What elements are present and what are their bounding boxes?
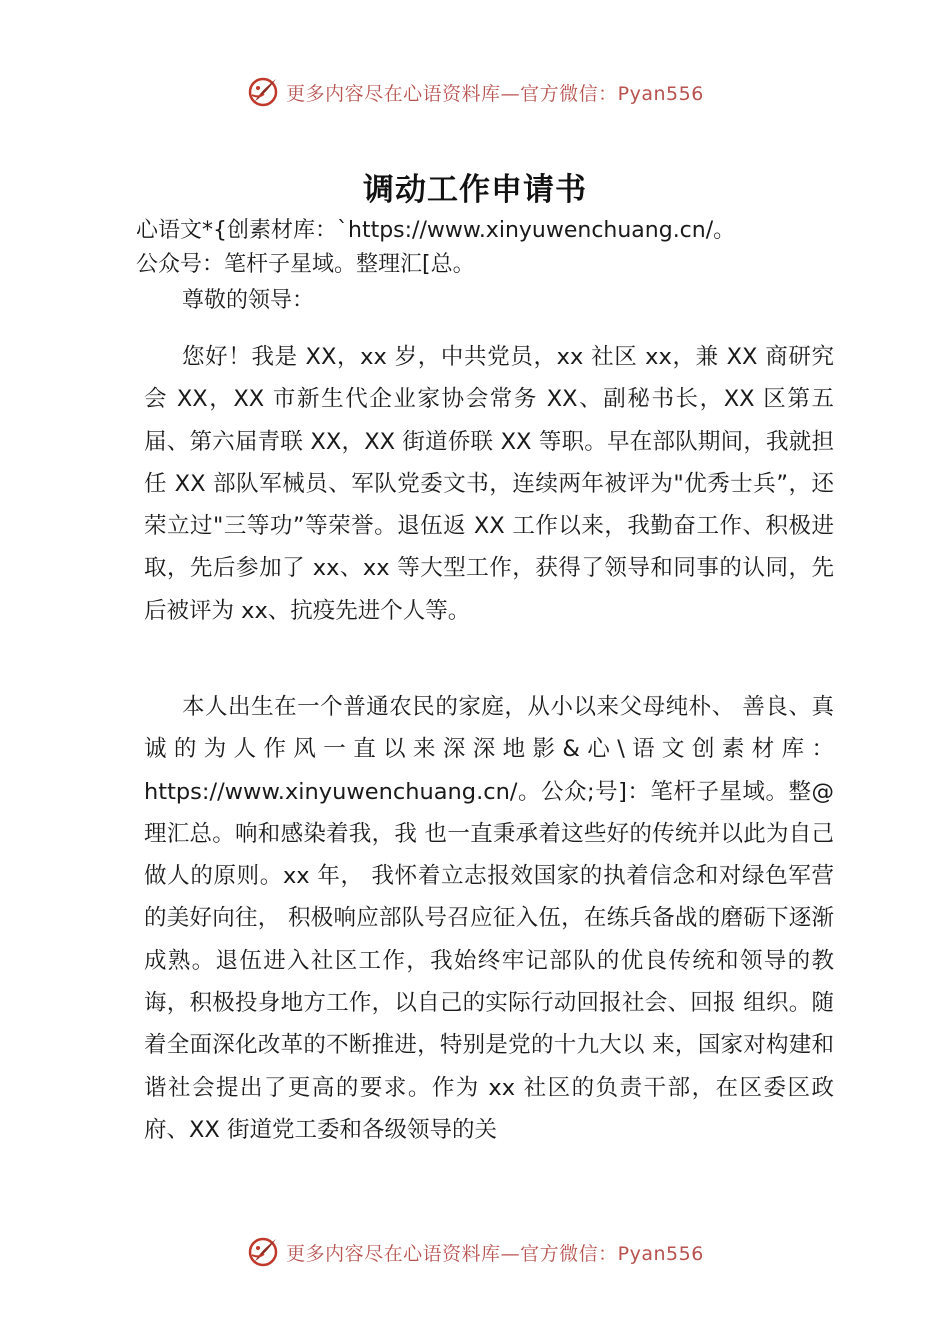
banner-text: [286, 1239, 704, 1266]
greeting: 尊敬的领导：: [182, 288, 315, 313]
body-paragraph-2: 本人出生在一个普通农民的家庭，从小以来父母纯朴、 善良、真诚的为人作风一直以来深深地影&心\语文创素材库：https://www.xinyuwenchuang.cn/。公众;号]：笔杆子星域。整@理汇总。响和感染着我，我 也一直秉承着这些好的传统并以此为自己做人的原则。xx 年， 我怀着立志报效国家的执着信念和对绿色军营的美好向往， 积极响应部队号召应征入伍，在练兵备战的磨砺下逐渐成熟。退伍进入社区工作，我始终牢记部队的优良传统和领导的教 诲，积极投身地方工作，以自己的实际行动回报社会、回报 组织。随着全面深化改革的不断推进，特别是党的十九大以 来，国家对构建和谐社会提出了更高的要求。作为 xx 社区的负责干部，在区委区政府、XX 街道党工委和各级领导的关: [144, 694, 834, 1143]
document-title: 调动工作申请书: [363, 172, 587, 208]
banner-wechat-id: Pyan556: [617, 82, 704, 105]
banner-label: 更多内容尽在心语资料库—官方微信：: [286, 1242, 618, 1265]
banner-text: [286, 79, 704, 106]
header-watermark-banner: [0, 72, 950, 112]
quill-logo-icon: [246, 75, 280, 109]
intro-line-1: 心语文*{创素材库：`https://www.xinyuwenchuang.cn/。: [136, 218, 736, 243]
banner-wechat-id: Pyan556: [617, 1242, 704, 1265]
banner-label: 更多内容尽在心语资料库—官方微信：: [286, 82, 618, 105]
intro-line-2: 公众号：笔杆子星域。整理汇[总。: [136, 252, 475, 277]
quill-logo-icon: [246, 1235, 280, 1269]
footer-watermark-banner: [0, 1232, 950, 1272]
body-paragraph-1: 您好！我是 XX，xx 岁，中共党员，xx 社区 xx，兼 XX 商研究会 XX，XX 市新生代企业家协会常务 XX、副秘书长，XX 区第五届、第六届青联 XX，XX 街道侨联 XX 等职。早在部队期间，我就担任 XX 部队军械员、军队党委文书，连续两年被评为"优秀士兵”，还荣立过"三等功”等荣誉。退伍返 XX 工作以来，我勤奋工作、积极进取，先后参加了 xx、xx 等大型工作，获得了领导和同事的认同，先后被评为 xx、抗疫先进个人等。: [144, 344, 834, 624]
